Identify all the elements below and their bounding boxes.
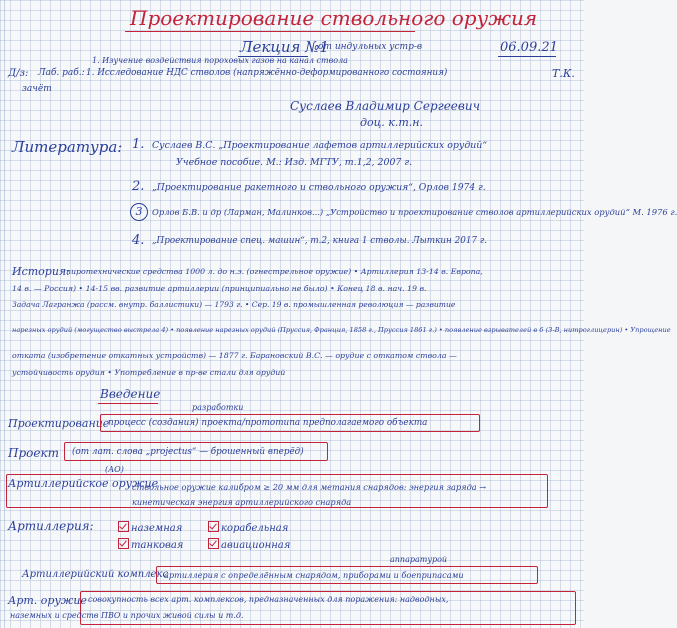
lit-num-1: 1.	[132, 137, 145, 152]
check-icon	[208, 538, 219, 549]
def3-text: ствольное оружие калибром ≥ 20 мм для метания снарядов: энергия заряда → кинетическая энергия артиллерийского снаряда	[132, 482, 487, 507]
history-label: История:	[12, 265, 70, 278]
lit-text-2: „Проектирование ракетного и ствольного оружия“, Орлов 1974 г.	[152, 182, 486, 193]
lit-text-3: Орлов Б.В. и др (Ларман, Малинков...) „Устройство и проектирование стволов артиллерийских орудий“ М. 1976 г.	[152, 207, 677, 217]
def1-over: разработки	[192, 403, 244, 412]
artillery-type-4: авиационная	[208, 538, 290, 551]
history-line-2: 14 в. — Россия) • 14-15 вв. развитие артиллерии (принципиально не было) • Конец 18 в. нач. 19 в.	[12, 284, 427, 293]
lit-num-2: 2.	[132, 179, 145, 194]
def1-text: процесс (создания) проекта/прототипа предполагаемого объекта	[108, 418, 428, 428]
intro-heading: Введение	[100, 387, 161, 401]
lecture-label: Лекция №1	[240, 38, 329, 56]
dz-zachet: зачёт	[22, 84, 52, 94]
history-line-1: пиротехнические средства 1000 л. до н.э. (огнестрельное оружие) • Артиллерия 13-14 в. Европа,	[66, 267, 483, 276]
history-line-5: отката (изобретение откатных устройств) — 1877 г. Барановский В.С. — орудие с откатом ствола —	[12, 351, 457, 360]
intro-underline	[98, 403, 158, 404]
literature-label: Литература:	[12, 138, 123, 156]
history-line-6: устойчивость орудия • Употребление в пр-ве стали для орудий	[12, 368, 286, 377]
dz-overhead: 1. Изучение воздействия пороховых газов на канал ствола	[92, 56, 348, 65]
weapon-text: совокупность всех арт. комплексов, предназначенных для поражения: надводных,	[88, 595, 449, 604]
dz-suffix: Т.К.	[552, 67, 575, 80]
history-line-4: нарезных орудий (могущество выстрела 4) • появление нарезных орудий (Пруссия, Франция, 1858 г., Пруссия 1861 г.) • появление взрывателей в 6 (3-В, нитроглицерин) • Упрощение	[12, 326, 671, 334]
complex-over: аппаратурой	[390, 555, 448, 564]
def3-over: (АО)	[105, 465, 124, 474]
lit-num-4: 4.	[132, 233, 145, 248]
history-line-3: Задача Лагранжа (рассм. внутр. баллистики) — 1793 г. • Сер. 19 в. промышленная революция — развитие	[12, 300, 456, 309]
lecturer-name: Суслаев Владимир Сергеевич	[290, 99, 481, 113]
check-icon	[118, 538, 129, 549]
dz-prefix: Д/з:	[8, 68, 29, 79]
lecture-subtitle: от индульных устр-в	[318, 42, 423, 52]
check-icon	[208, 521, 219, 532]
artillery-types-label: Артиллерия:	[8, 519, 94, 533]
complex-term: Артиллерийский комплекс	[22, 569, 169, 580]
lit-num-3-circle: 3	[130, 203, 148, 221]
def2-term: Проект	[8, 446, 60, 460]
lecturer-title: доц. к.т.н.	[360, 116, 423, 129]
lecture-date: 06.09.21	[500, 40, 558, 55]
artillery-type-1: наземная	[118, 521, 182, 534]
artillery-type-2: корабельная	[208, 521, 288, 534]
def3-term: Артиллерийское оружие	[8, 477, 159, 490]
weapon-text-2: наземных и средств ПВО и прочих живой силы и т.д.	[10, 611, 244, 620]
def1-term: Проектирование	[8, 417, 110, 430]
left-margin-rule	[4, 0, 5, 628]
date-underline	[498, 56, 556, 57]
page-title: Проектирование ствольного оружия	[130, 6, 538, 30]
title-underline	[125, 31, 415, 32]
complex-text: артиллерия с определённым снарядом, приборами и боеприпасами	[164, 570, 464, 580]
check-icon	[118, 521, 129, 532]
def2-text: (от лат. слова „projectus“ — брошенный вперёд)	[72, 447, 304, 457]
dz-lab: Лаб. раб.:	[38, 68, 85, 78]
artillery-type-3: танковая	[118, 538, 183, 551]
lit-text-1: Суслаев В.С. „Проектирование лафетов артиллерийских орудий“	[152, 140, 488, 151]
lit-sub-1: Учебное пособие. М.: Изд. МГТУ, т.1,2, 2007 г.	[176, 157, 413, 168]
dz-item: 1. Исследование НДС стволов (напряжённо-деформированного состояния)	[86, 68, 448, 78]
weapon-term: Арт. оружие	[8, 594, 87, 607]
lit-text-4: „Проектирование спец. машин“, т.2, книга 1 стволы. Лыткин 2017 г.	[152, 236, 488, 246]
